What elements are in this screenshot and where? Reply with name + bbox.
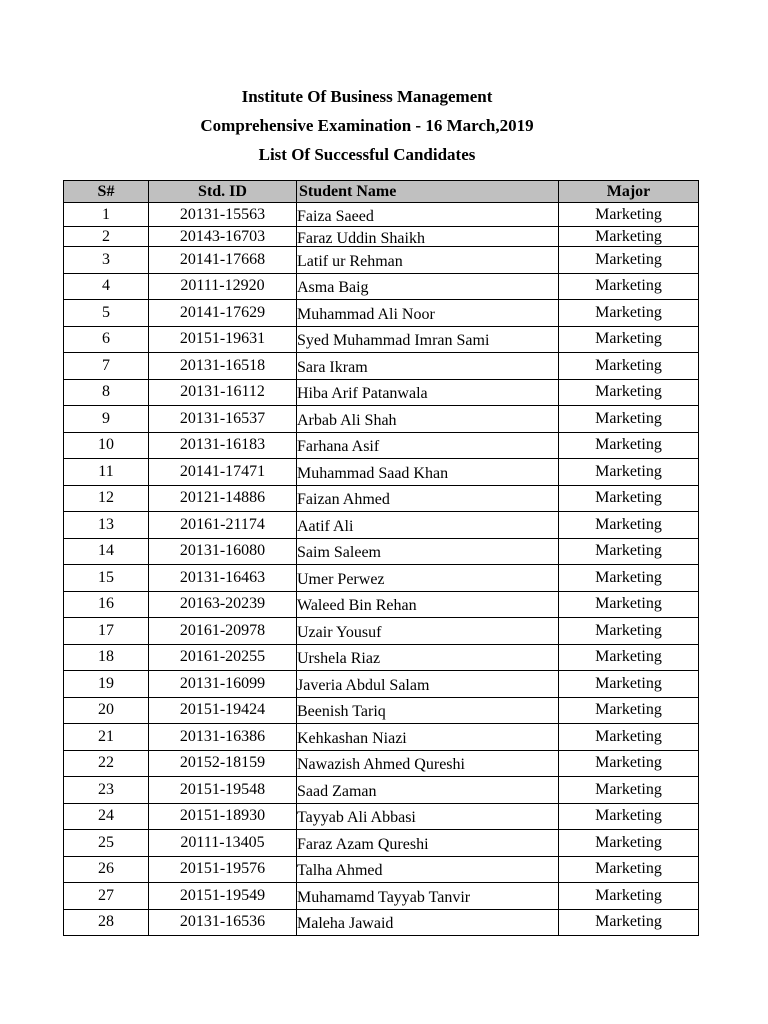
student-name-cell <box>297 883 559 910</box>
student-id-cell: 20131-16536 <box>149 909 297 936</box>
serial-cell: 21 <box>64 724 149 751</box>
column-header-student-id: Std. ID <box>149 181 297 203</box>
serial-cell: 28 <box>64 909 149 936</box>
student-name-text: Urshela Riaz <box>297 650 381 668</box>
student-id-cell: 20151-19549 <box>149 883 297 910</box>
student-id-cell: 20141-17668 <box>149 247 297 274</box>
table-row <box>64 618 699 645</box>
table-row <box>64 538 699 565</box>
student-name-cell <box>297 432 559 459</box>
table-row <box>64 644 699 671</box>
serial-cell: 1 <box>64 203 149 227</box>
serial-cell: 10 <box>64 432 149 459</box>
major-cell: Marketing <box>559 300 699 327</box>
student-name-text: Hiba Arif Patanwala <box>297 385 428 403</box>
table-row <box>64 227 699 247</box>
student-name-cell <box>297 724 559 751</box>
student-name-cell <box>297 353 559 380</box>
student-name-text: Faraz Azam Qureshi <box>297 835 429 853</box>
student-name-cell <box>297 485 559 512</box>
student-id-cell: 20131-16183 <box>149 432 297 459</box>
serial-cell: 17 <box>64 618 149 645</box>
student-id-cell: 20131-16080 <box>149 538 297 565</box>
major-cell: Marketing <box>559 326 699 353</box>
student-id-cell: 20143-16703 <box>149 227 297 247</box>
student-id-cell: 20131-16518 <box>149 353 297 380</box>
column-header-serial: S# <box>64 181 149 203</box>
student-id-cell: 20163-20239 <box>149 591 297 618</box>
major-cell: Marketing <box>559 777 699 804</box>
student-id-cell: 20152-18159 <box>149 750 297 777</box>
major-cell: Marketing <box>559 803 699 830</box>
student-id-cell: 20131-15563 <box>149 203 297 227</box>
student-name-cell <box>297 273 559 300</box>
major-cell: Marketing <box>559 512 699 539</box>
student-id-cell: 20111-13405 <box>149 830 297 857</box>
student-name-text: Farhana Asif <box>297 438 380 456</box>
serial-cell: 3 <box>64 247 149 274</box>
major-cell: Marketing <box>559 591 699 618</box>
serial-cell: 6 <box>64 326 149 353</box>
student-name-text: Javeria Abdul Salam <box>297 676 430 694</box>
student-name-cell <box>297 856 559 883</box>
major-cell: Marketing <box>559 247 699 274</box>
table-row <box>64 697 699 724</box>
serial-cell: 9 <box>64 406 149 433</box>
student-name-text: Sara Ikram <box>297 358 368 376</box>
serial-cell: 27 <box>64 883 149 910</box>
table-row <box>64 724 699 751</box>
table-row <box>64 247 699 274</box>
major-cell: Marketing <box>559 485 699 512</box>
serial-cell: 4 <box>64 273 149 300</box>
table-row <box>64 565 699 592</box>
table-row <box>64 777 699 804</box>
major-cell: Marketing <box>559 379 699 406</box>
table-row <box>64 273 699 300</box>
serial-cell: 24 <box>64 803 149 830</box>
student-name-cell <box>297 379 559 406</box>
major-cell: Marketing <box>559 644 699 671</box>
major-cell: Marketing <box>559 830 699 857</box>
table-row <box>64 512 699 539</box>
major-cell: Marketing <box>559 273 699 300</box>
student-name-text: Talha Ahmed <box>297 862 383 880</box>
student-name-text: Saim Saleem <box>297 544 381 562</box>
major-cell: Marketing <box>559 697 699 724</box>
institute-title: Institute Of Business Management <box>241 87 493 106</box>
student-name-text: Muhamamd Tayyab Tanvir <box>297 888 471 906</box>
major-cell: Marketing <box>559 227 699 247</box>
table-row <box>64 830 699 857</box>
student-id-cell: 20121-14886 <box>149 485 297 512</box>
table-row <box>64 591 699 618</box>
student-name-text: Kehkashan Niazi <box>297 729 407 747</box>
student-name-cell <box>297 326 559 353</box>
table-row <box>64 883 699 910</box>
major-cell: Marketing <box>559 565 699 592</box>
serial-cell: 20 <box>64 697 149 724</box>
student-id-cell: 20151-19631 <box>149 326 297 353</box>
table-row <box>64 406 699 433</box>
major-cell: Marketing <box>559 618 699 645</box>
student-id-cell: 20151-19424 <box>149 697 297 724</box>
student-name-text: Uzair Yousuf <box>297 623 382 641</box>
serial-cell: 26 <box>64 856 149 883</box>
student-id-cell: 20111-12920 <box>149 273 297 300</box>
student-name-cell <box>297 512 559 539</box>
student-name-text: Tayyab Ali Abbasi <box>297 809 416 827</box>
student-name-cell <box>297 406 559 433</box>
major-cell: Marketing <box>559 671 699 698</box>
student-name-cell <box>297 247 559 274</box>
major-cell: Marketing <box>559 459 699 486</box>
student-name-cell <box>297 459 559 486</box>
student-name-cell <box>297 777 559 804</box>
student-id-cell: 20141-17471 <box>149 459 297 486</box>
serial-cell: 12 <box>64 485 149 512</box>
student-id-cell: 20151-19548 <box>149 777 297 804</box>
major-cell: Marketing <box>559 909 699 936</box>
student-name-cell <box>297 644 559 671</box>
major-cell: Marketing <box>559 538 699 565</box>
student-name-text: Syed Muhammad Imran Sami <box>297 332 490 350</box>
major-cell: Marketing <box>559 724 699 751</box>
student-name-text: Waleed Bin Rehan <box>297 597 417 615</box>
serial-cell: 13 <box>64 512 149 539</box>
student-id-cell: 20161-20978 <box>149 618 297 645</box>
student-id-cell: 20141-17629 <box>149 300 297 327</box>
student-name-cell <box>297 830 559 857</box>
table-row <box>64 909 699 936</box>
student-name-cell <box>297 671 559 698</box>
table-row <box>64 856 699 883</box>
student-name-text: Asma Baig <box>297 279 369 297</box>
table-row <box>64 379 699 406</box>
student-name-cell <box>297 227 559 247</box>
student-name-cell <box>297 565 559 592</box>
student-id-cell: 20151-19576 <box>149 856 297 883</box>
student-name-cell <box>297 203 559 227</box>
student-id-cell: 20161-20255 <box>149 644 297 671</box>
student-id-cell: 20131-16112 <box>149 379 297 406</box>
student-id-cell: 20131-16537 <box>149 406 297 433</box>
major-cell: Marketing <box>559 856 699 883</box>
student-id-cell: 20131-16099 <box>149 671 297 698</box>
student-id-cell: 20131-16386 <box>149 724 297 751</box>
table-row <box>64 803 699 830</box>
serial-cell: 19 <box>64 671 149 698</box>
column-header-major: Major <box>559 181 699 203</box>
student-name-cell <box>297 591 559 618</box>
student-name-cell <box>297 697 559 724</box>
student-name-cell <box>297 618 559 645</box>
table-header-row <box>64 181 699 203</box>
serial-cell: 22 <box>64 750 149 777</box>
student-name-cell <box>297 300 559 327</box>
student-name-text: Faizan Ahmed <box>297 491 390 509</box>
student-id-cell: 20161-21174 <box>149 512 297 539</box>
table-row <box>64 326 699 353</box>
serial-cell: 5 <box>64 300 149 327</box>
serial-cell: 25 <box>64 830 149 857</box>
table-row <box>64 300 699 327</box>
list-subtitle: List Of Successful Candidates <box>258 145 476 164</box>
serial-cell: 18 <box>64 644 149 671</box>
student-id-cell: 20131-16463 <box>149 565 297 592</box>
student-name-cell <box>297 909 559 936</box>
student-name-text: Faraz Uddin Shaikh <box>297 229 425 247</box>
serial-cell: 23 <box>64 777 149 804</box>
student-name-text: Beenish Tariq <box>297 703 386 721</box>
serial-cell: 11 <box>64 459 149 486</box>
serial-cell: 16 <box>64 591 149 618</box>
table-row <box>64 750 699 777</box>
table-row <box>64 459 699 486</box>
major-cell: Marketing <box>559 203 699 227</box>
candidates-table <box>63 180 699 936</box>
major-cell: Marketing <box>559 406 699 433</box>
student-name-cell <box>297 750 559 777</box>
table-row <box>64 203 699 227</box>
student-name-text: Nawazish Ahmed Qureshi <box>297 756 465 774</box>
exam-title: Comprehensive Examination - 16 March,2019 <box>200 116 534 135</box>
major-cell: Marketing <box>559 750 699 777</box>
table-row <box>64 353 699 380</box>
major-cell: Marketing <box>559 883 699 910</box>
student-name-text: Faiza Saeed <box>297 207 374 225</box>
major-cell: Marketing <box>559 432 699 459</box>
student-name-text: Muhammad Ali Noor <box>297 305 435 323</box>
student-name-cell <box>297 538 559 565</box>
student-name-text: Muhammad Saad Khan <box>297 464 449 482</box>
student-id-cell: 20151-18930 <box>149 803 297 830</box>
serial-cell: 2 <box>64 227 149 247</box>
student-name-text: Saad Zaman <box>297 782 377 800</box>
serial-cell: 14 <box>64 538 149 565</box>
student-name-text: Maleha Jawaid <box>297 915 394 933</box>
table-row <box>64 485 699 512</box>
major-cell: Marketing <box>559 353 699 380</box>
student-name-text: Arbab Ali Shah <box>297 411 397 429</box>
student-name-text: Latif ur Rehman <box>297 252 403 270</box>
student-name-text: Aatif Ali <box>297 517 354 535</box>
table-row <box>64 432 699 459</box>
serial-cell: 15 <box>64 565 149 592</box>
column-header-student-name: Student Name <box>297 181 559 203</box>
table-body <box>64 203 699 936</box>
student-name-text: Umer Perwez <box>297 570 385 588</box>
student-name-cell <box>297 803 559 830</box>
serial-cell: 7 <box>64 353 149 380</box>
serial-cell: 8 <box>64 379 149 406</box>
table-row <box>64 671 699 698</box>
